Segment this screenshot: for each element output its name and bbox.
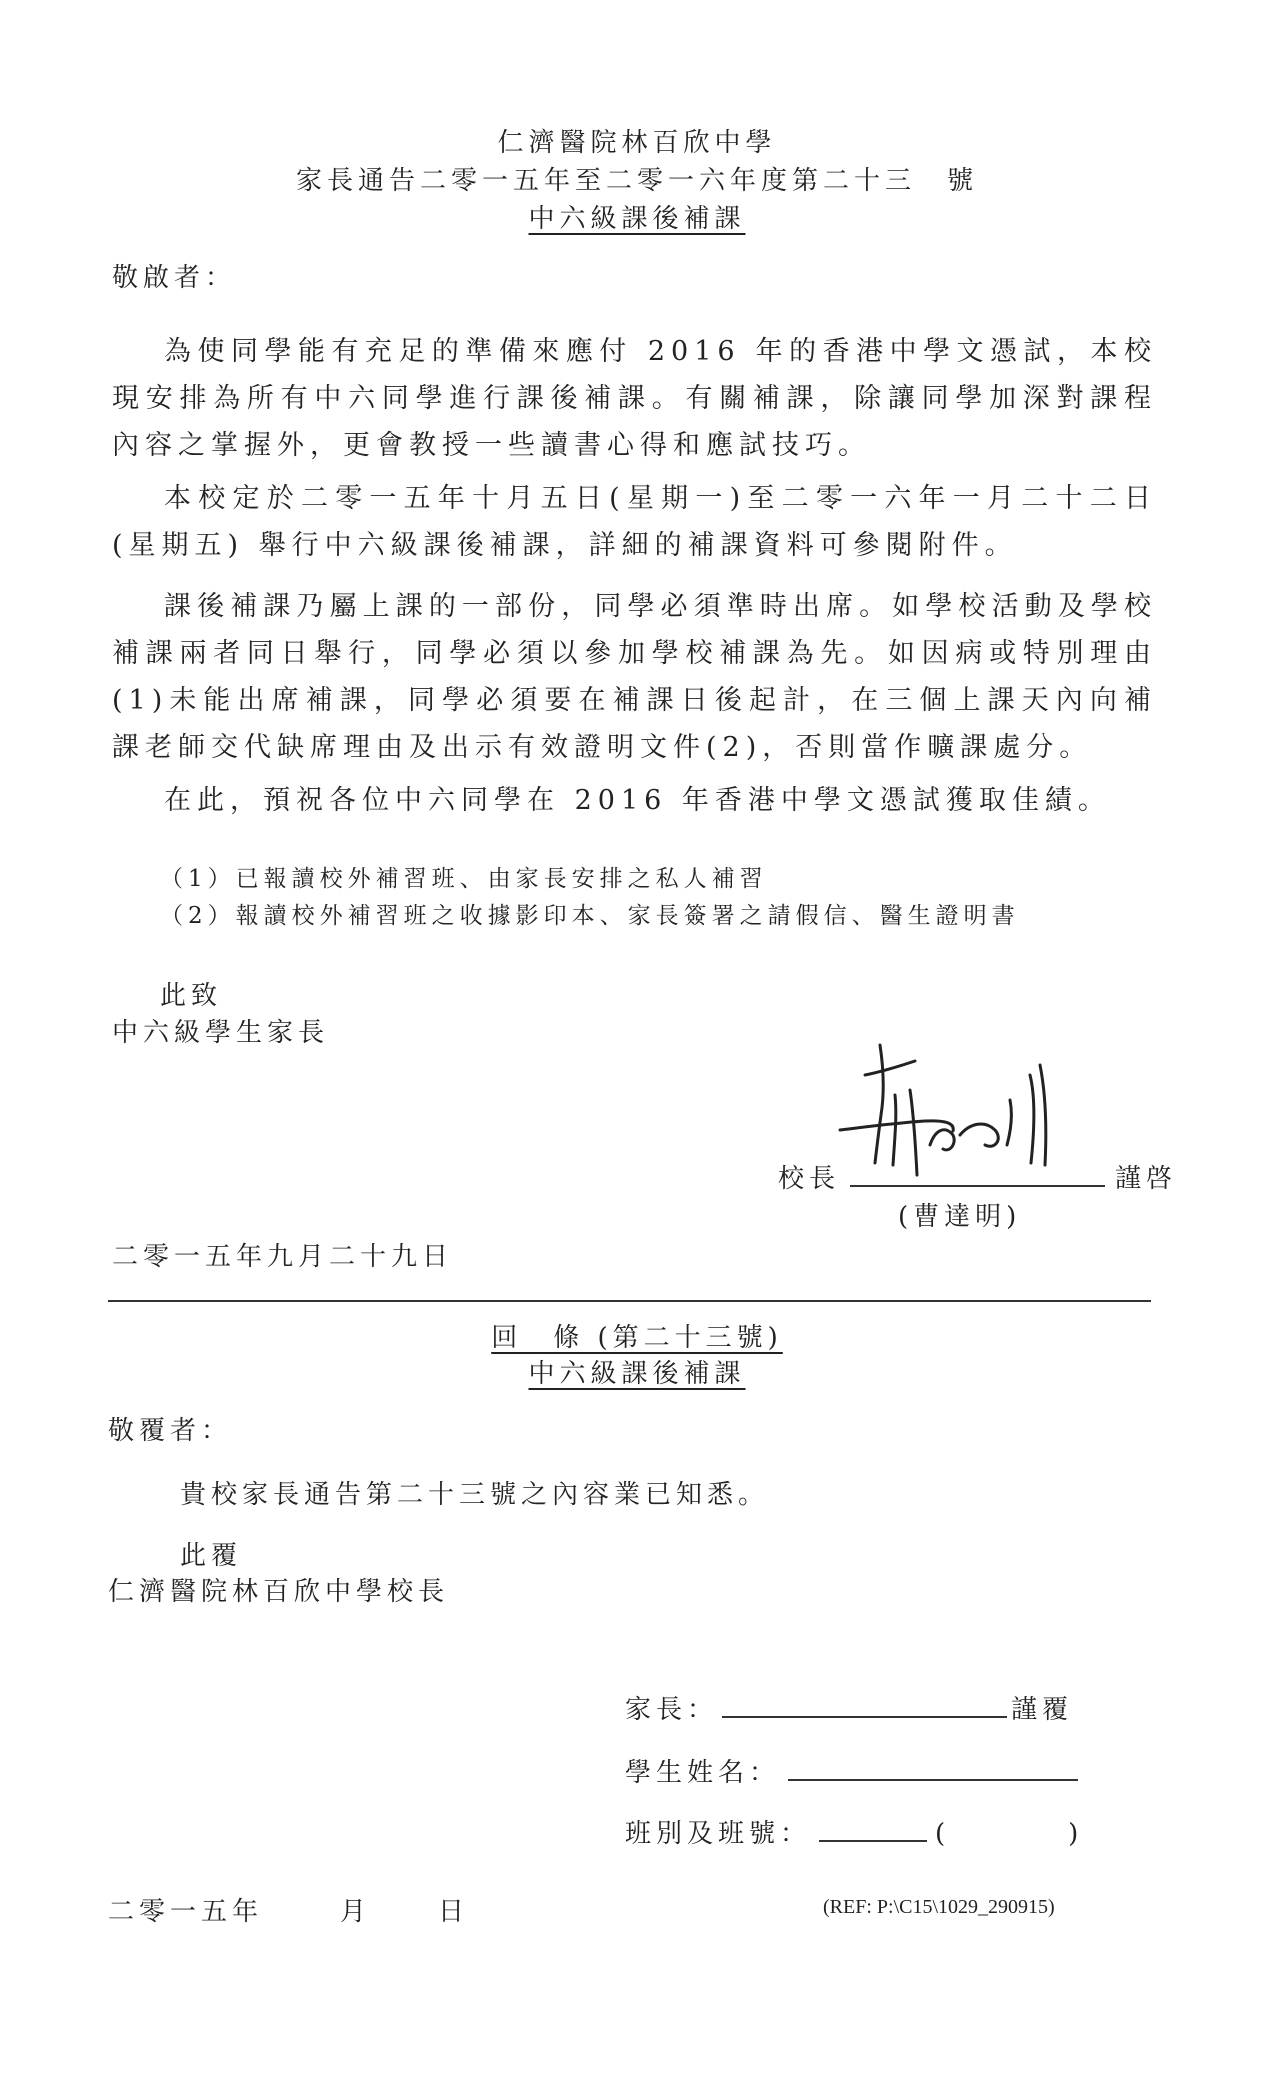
reply-recipient: 仁濟醫院林百欣中學校長 [108,1577,450,1607]
student-label: 學生姓名： [625,1758,781,1788]
reply-subject-text: 中六級課後補課 [528,1359,746,1389]
signature-line [850,1185,1105,1187]
salutation: 敬啟者： [112,263,237,293]
class-label: 班別及班號： [625,1819,812,1849]
parent-row [625,1689,1073,1726]
signature-line-row [778,1158,1177,1195]
reply-title [0,1317,1274,1354]
reply-salutation: 敬覆者： [108,1416,233,1446]
closing-recipient: 中六級學生家長 [112,1018,330,1048]
reference-code: (REF: P:\C15\1029_290915) [823,1896,1055,1918]
closing-regards: 此致 [160,981,223,1011]
reply-date-year: 二零一五年 [108,1897,264,1927]
parent-label: 家長： [625,1695,719,1725]
paragraph-3: 課後補課乃屬上課的一部份，同學必須準時出席。如學校活動及學校補課兩者同日舉行，同學必須以參加學校補課為先。如因病或特別理由(1)未能出席補課，同學必須要在補課日後起計，在三個上課天內向補課老師交代缺席理由及出示有效證明文件(2)，否則當作曠課處分。 [112,591,1157,763]
notice-subject-text: 中六級課後補課 [528,204,746,234]
reply-date-month: 月 [340,1897,372,1927]
principal-respect: 謹啓 [1115,1164,1178,1194]
class-paren-open: ( [935,1819,951,1849]
paragraph-4: 在此，預祝各位中六同學在 2016 年香港中學文憑試獲取佳績。 [164,785,1111,816]
student-row [625,1752,1078,1789]
reply-regards: 此覆 [180,1541,243,1571]
note-2: （2）報讀校外補習班之收據影印本、家長簽署之請假信、醫生證明書 [160,903,1020,929]
class-paren-close: ) [1068,1819,1084,1849]
principal-name: (曹達明) [898,1202,1022,1232]
student-name-field[interactable] [788,1779,1078,1781]
class-field[interactable] [819,1840,927,1842]
reply-date-day: 日 [438,1897,470,1927]
paragraph-2: 本校定於二零一五年十月五日(星期一)至二零一六年一月二十二日(星期五) 舉行中六級課後補課，詳細的補課資料可參閱附件。 [112,483,1157,561]
cut-line [108,1300,1151,1302]
reply-subject [0,1353,1274,1390]
note-1: （1）已報讀校外補習班、由家長安排之私人補習 [160,866,768,892]
paragraph-1: 為使同學能有充足的準備來應付 2016 年的香港中學文憑試，本校現安排為所有中六同學進行課後補課。有關補課，除讓同學加深對課程內容之掌握外，更會教授一些讀書心得和應試技巧。 [112,336,1157,461]
notice-subject [0,198,1274,235]
parent-signature-field[interactable] [722,1716,1007,1718]
principal-title: 校長 [778,1164,841,1194]
notice-date: 二零一五年九月二十九日 [112,1242,454,1272]
reply-title-text: 回 條 (第二十三號) [491,1323,783,1353]
parent-respect: 謹覆 [1011,1695,1074,1725]
notice-number: 家長通告二零一五年至二零一六年度第二十三 號 [295,166,978,196]
reply-body: 貴校家長通告第二十三號之內容業已知悉。 [180,1480,770,1510]
class-row [625,1813,1083,1850]
school-name: 仁濟醫院林百欣中學 [497,128,777,158]
